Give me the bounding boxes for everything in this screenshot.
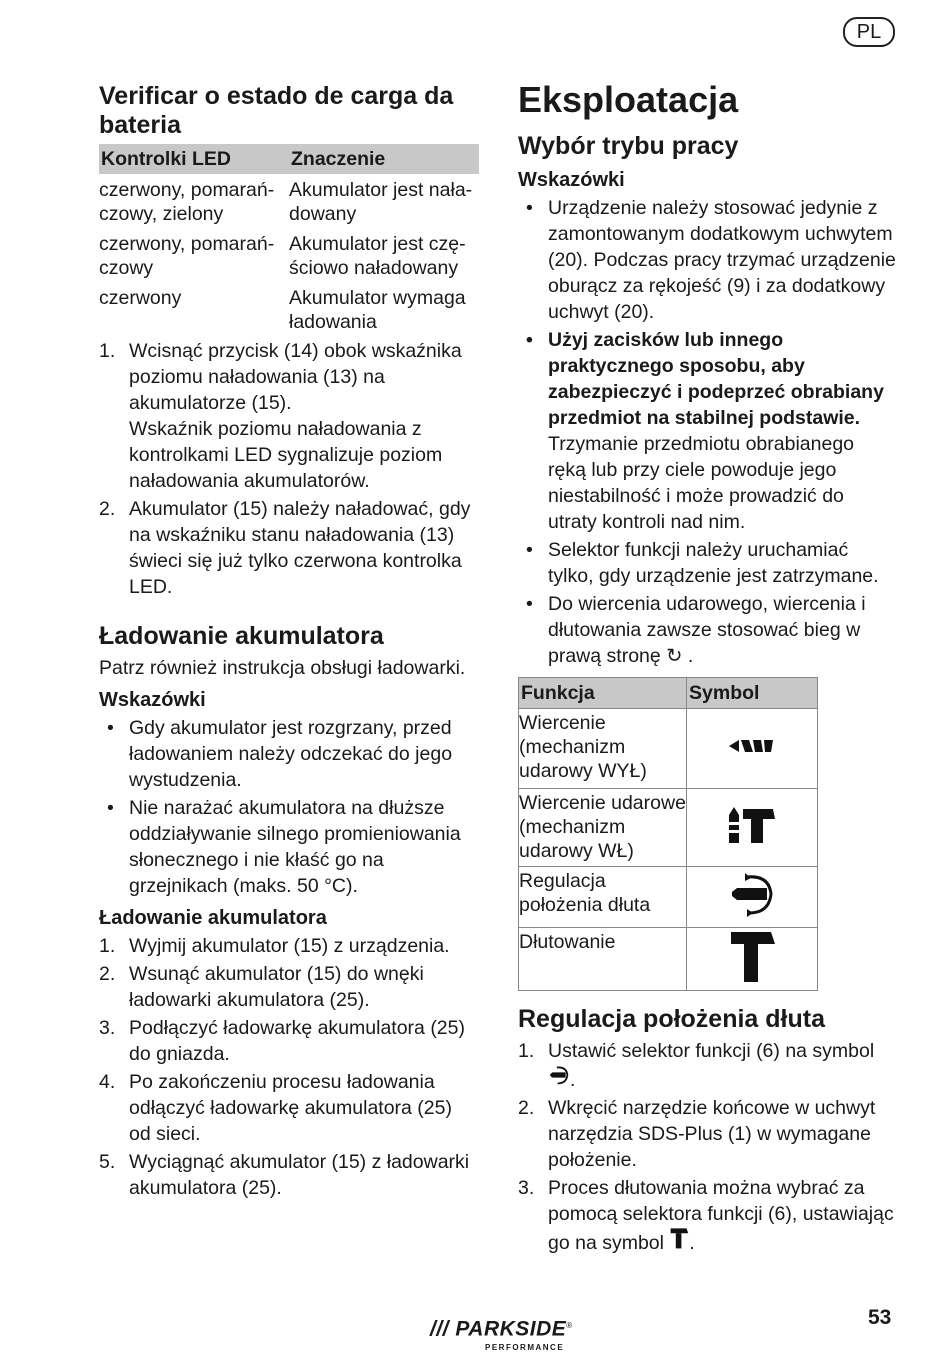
item-number: 4.: [99, 1071, 116, 1093]
operation-title: Eksploatacja: [518, 79, 739, 120]
item-text: Ustawić selektor funkcji (6) na symbol: [548, 1040, 875, 1062]
table-row: [519, 709, 818, 789]
item-text: Wsunąć akumulator (15) do wnęki ładowarki akumulatora (25).: [129, 963, 424, 1011]
table-row: [519, 867, 818, 928]
item-text: Akumulator (15) należy naładować, gdy na wskaźniku stanu naładowania (13) świeci się już tylko czerwona kontrolka LED.: [129, 498, 471, 598]
item-number: 2.: [99, 498, 116, 520]
drill-icon: [687, 709, 818, 789]
item-number: 1.: [99, 935, 116, 957]
list-item: [518, 591, 896, 669]
item-text: Wkręcić narzędzie końcowe w uchwyt narzędzia SDS-Plus (1) w wymagane położenie.: [548, 1097, 876, 1171]
list-item: [99, 961, 479, 1013]
logo-sub: PERFORMANCE: [485, 1342, 565, 1352]
item-text: Do wiercenia udarowego, wiercenia i dłutowania zawsze stosować bieg w prawą stronę: [548, 593, 866, 667]
hammer-drill-icon: [687, 789, 818, 867]
item-text: Po zakończeniu procesu ładowania odłączyć ładowarkę akumulatora (25) od sieci.: [129, 1071, 452, 1145]
item-text: Trzymanie przedmiotu obrabianego ręką lub przy ciele powoduje jego niestabilność i może prowadzić do utraty kontroli nad nim.: [548, 433, 855, 533]
chisel-steps: [518, 1038, 896, 1256]
list-item: [518, 537, 896, 589]
function-symbol-table: [518, 677, 818, 991]
item-note: Wskaźnik poziomu naładowania z kontrolkami LED sygnalizuje poziom naładowania akumulatorów.: [129, 418, 443, 492]
item-text: Wyciągnąć akumulator (15) z ładowarki akumulatora (25).: [129, 1151, 470, 1199]
list-item: [99, 1069, 479, 1147]
mode-title: Wybór trybu pracy: [518, 132, 739, 160]
clockwise-rotation-icon: ↻: [666, 645, 683, 667]
cell: Dłutowanie: [519, 928, 687, 991]
item-text: Urządzenie należy stosować jedynie z zamontowanym dodatkowym uchwytem (20). Podczas pracy trzymać urządzenie oburącz za rękojeść (9) i za dodatkowy uchwyt (20).: [548, 197, 896, 323]
chisel-title: Regulacja położenia dłuta: [518, 1005, 825, 1033]
cell: Wiercenie (mechanizm udarowy WYŁ): [519, 709, 687, 789]
battery-check-title: Verificar o estado de carga da bateria: [99, 82, 454, 139]
cell: Akumulator wymaga ładowania: [289, 287, 466, 333]
table-row: [99, 282, 479, 336]
item-dot: .: [689, 1232, 695, 1254]
item-number: 1.: [518, 1040, 535, 1062]
item-text: Wcisnąć przycisk (14) obok wskaźnika poziomu naładowania (13) na akumulatorze (15).: [129, 340, 462, 414]
right-column: [518, 80, 896, 1258]
cell: Akumulator jest nała-dowany: [289, 179, 473, 225]
list-item: [99, 715, 479, 793]
chisel-hammer-icon: [687, 928, 818, 991]
cell: czerwony: [99, 287, 182, 309]
bullet: •: [526, 329, 533, 351]
cell: Akumulator jest czę-ściowo naładowany: [289, 233, 466, 279]
header-symbol: Symbol: [687, 678, 818, 709]
bullet: •: [107, 797, 114, 819]
list-item: [518, 327, 896, 535]
check-steps: [99, 338, 479, 600]
cell: Wiercenie udarowe (mechanizm udarowy WŁ): [519, 789, 687, 867]
list-item: [99, 338, 479, 494]
list-item: [99, 1015, 479, 1067]
item-dot: .: [570, 1069, 576, 1091]
item-text: Gdy akumulator jest rozgrzany, przed ładowaniem należy odczekać do jego wystudzenia.: [129, 717, 453, 791]
bullet: •: [526, 593, 533, 615]
table-row: [519, 789, 818, 867]
charging-steps: [99, 933, 479, 1201]
table-row: [99, 228, 479, 282]
list-item: [99, 795, 479, 899]
item-text: Nie narażać akumulatora na dłuższe oddziaływanie silnego promieniowania słonecznego i nie kłaść go na grzejnikach (maks. 50 °C).: [129, 797, 461, 897]
left-column: [99, 82, 479, 1203]
logo-reg: ®: [566, 1321, 573, 1330]
list-item: [518, 1095, 896, 1173]
item-number: 3.: [99, 1017, 116, 1039]
chisel-hammer-icon: [669, 1232, 689, 1254]
charging-title: Ładowanie akumulatora: [99, 622, 384, 650]
item-text-end: .: [682, 645, 694, 667]
item-number: 5.: [99, 1151, 116, 1173]
item-text: Podłączyć ładowarkę akumulatora (25) do gniazda.: [129, 1017, 465, 1065]
bullet: •: [526, 197, 533, 219]
cell: Regulacja położenia dłuta: [519, 867, 687, 928]
table-row: [99, 174, 479, 228]
list-item: [99, 496, 479, 600]
logo-brand: /// PARKSIDE: [430, 1317, 567, 1341]
bullet: •: [107, 717, 114, 739]
page-number: 53: [868, 1306, 892, 1329]
list-item: [99, 933, 479, 959]
hints-title: Wskazówki: [518, 169, 625, 191]
list-item: [518, 195, 896, 325]
bullet: •: [526, 539, 533, 561]
item-text: Proces dłutowania można wybrać za pomocą selektora funkcji (6), ustawiając go na symbol: [548, 1177, 894, 1254]
item-number: 3.: [518, 1177, 535, 1199]
list-item: [99, 1149, 479, 1201]
item-text: Wyjmij akumulator (15) z urządzenia.: [129, 935, 450, 957]
chisel-rotate-icon: [687, 867, 818, 928]
item-number: 1.: [99, 340, 116, 362]
table-row: [519, 928, 818, 991]
chisel-rotate-icon: [548, 1069, 570, 1091]
hints-title: Wskazówki: [99, 689, 206, 711]
header-led: Kontrolki LED: [99, 144, 289, 174]
cell: czerwony, pomarań-czowy, zielony: [99, 179, 275, 225]
parkside-logo: [430, 1313, 572, 1353]
list-item: [518, 1175, 896, 1256]
item-number: 2.: [99, 963, 116, 985]
warning-text: Użyj zacisków lub innego praktycznego sposobu, aby zabezpieczyć i podeprzeć obrabiany przedmiot na stabilnej podstawie.: [548, 329, 884, 429]
mode-hints: [518, 195, 896, 669]
language-badge: PL: [843, 17, 895, 47]
charging-subtitle: Ładowanie akumulatora: [99, 907, 327, 929]
header-function: Funkcja: [519, 678, 687, 709]
list-item: [518, 1038, 896, 1093]
cell: czerwony, pomarań-czowy: [99, 233, 275, 279]
led-table: [99, 144, 479, 336]
charging-intro: Patrz również instrukcja obsługi ładowarki.: [99, 657, 466, 679]
item-number: 2.: [518, 1097, 535, 1119]
header-meaning: Znaczenie: [289, 144, 479, 174]
item-text: Selektor funkcji należy uruchamiać tylko, gdy urządzenie jest zatrzymane.: [548, 539, 879, 587]
hints-list: [99, 715, 479, 899]
